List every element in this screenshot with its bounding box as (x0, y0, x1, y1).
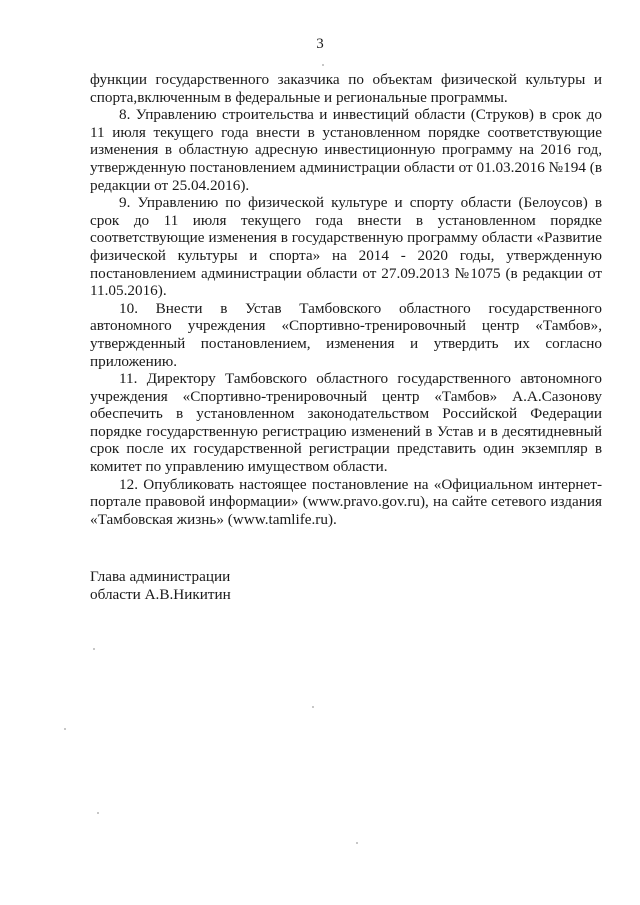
scan-speck (312, 706, 314, 708)
signature-block (90, 568, 231, 603)
paragraph-continuation: функции государственного заказчика по объектам физической культуры и спорта,включенным в федеральные и региональные программы. (90, 71, 602, 106)
paragraph-item-9: 9. Управлению по физической культуре и спорту области (Белоусов) в срок до 11 июля текущего года внести в установленном порядке соответствующие изменения в государственную программу области «Развитие физической культуры и спорта» на 2014 - 2020 годы, утвержденную постановлением администрации области от 27.09.2013 №1075 (в редакции от 11.05.2016). (90, 194, 602, 300)
scan-speck (97, 812, 99, 814)
paragraph-item-12: 12. Опубликовать настоящее постановление на «Официальном интернет-портале правовой информации» (www.pravo.gov.ru), на сайте сетевого издания «Тамбовская жизнь» (www.tamlife.ru). (90, 475, 602, 528)
document-body (90, 71, 602, 528)
paragraph-item-10: 10. Внести в Устав Тамбовского областного государственного автономного учреждения «Спортивно-тренировочный центр «Тамбов», утвержденный постановлением, изменения и утвердить их согласно приложению. (90, 299, 602, 370)
signature-name: области А.В.Никитин (90, 585, 231, 603)
paragraph-item-8: 8. Управлению строительства и инвестиций области (Струков) в срок до 11 июля текущего года внести в установленном порядке соответствующие изменения в областную адресную инвестиционную программу на 2016 год, утвержденную постановлением администрации области от 01.03.2016 №194 (в редакции от 25.04.2016). (90, 106, 602, 194)
scan-speck (93, 648, 95, 650)
scan-speck (322, 64, 324, 66)
scan-speck (356, 842, 358, 844)
scan-speck (64, 728, 66, 730)
signature-title: Глава администрации (90, 568, 231, 585)
page-number: 3 (316, 36, 324, 52)
paragraph-item-11: 11. Директору Тамбовского областного государственного автономного учреждения «Спортивно-тренировочный центр «Тамбов» А.А.Сазонову обеспечить в установленном законодательством Российской Федерации порядке государственную регистрацию изменений в Устав и в десятидневный срок после их государственной регистрации представить один экземпляр в комитет по управлению имуществом области. (90, 370, 602, 476)
